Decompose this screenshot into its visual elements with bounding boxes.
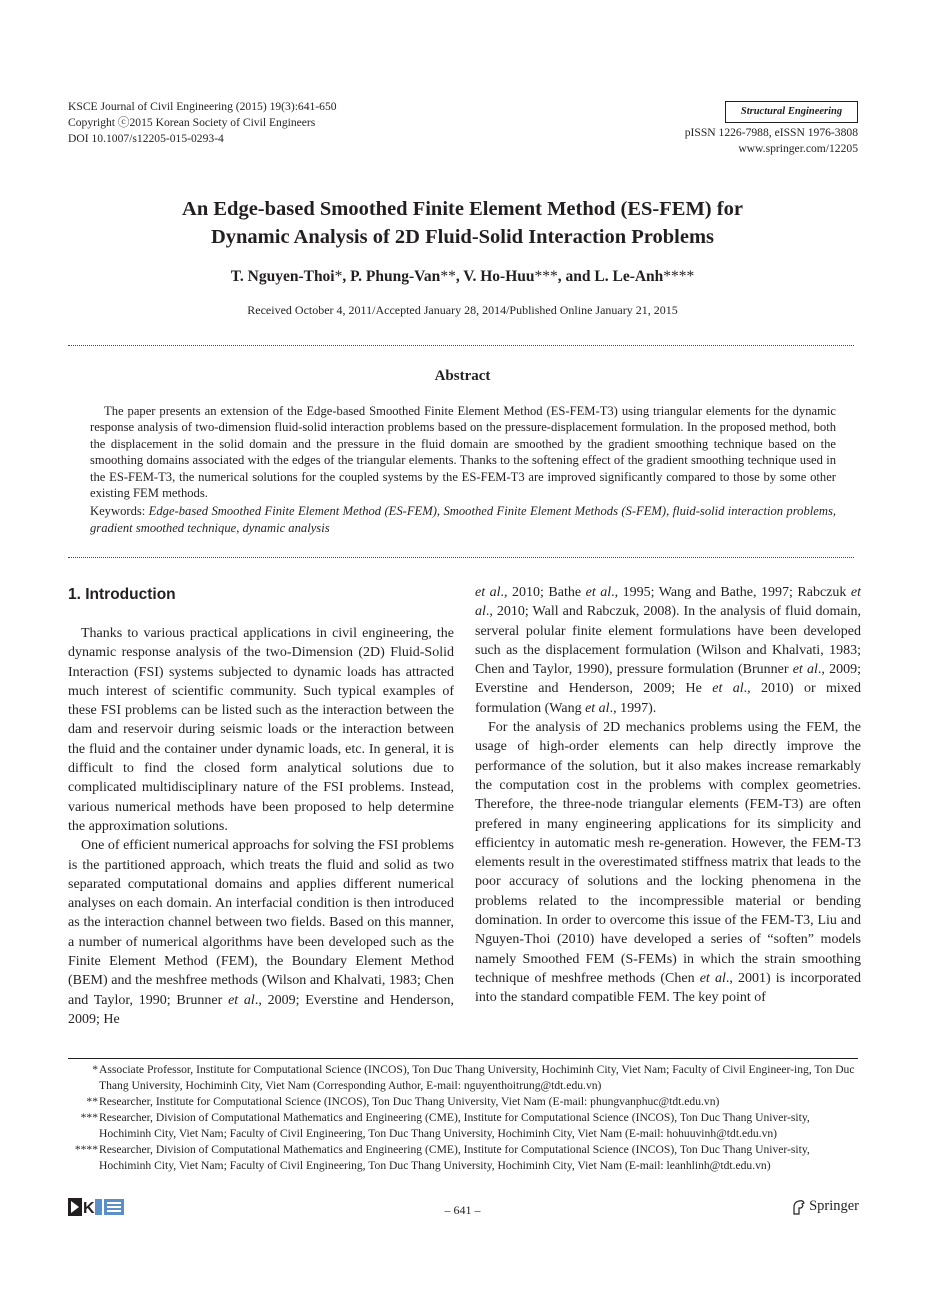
author-1-mark: *: [334, 268, 343, 285]
et-al: et al: [585, 700, 610, 716]
journal-url[interactable]: www.springer.com/12205: [738, 142, 858, 155]
footnote-text: Associate Professor, Institute for Computational Science (INCOS), Ton Duc Thang University, Hochiminh City, Viet Nam; Faculty of Civil Engineer-ing, Ton Duc Thang University, Hochiminh City, Viet Nam (Corresponding Author, E-mail: nguyenthoitrung@tdt.edu.vn): [99, 1063, 855, 1092]
ksce-logo-lettering: K: [83, 1200, 95, 1216]
author-4: L. Le-Anh: [594, 268, 664, 285]
journal-citation: KSCE Journal of Civil Engineering (2015) 19(3):641-650: [68, 100, 337, 113]
author-separator: , and: [557, 268, 595, 285]
right-column: [475, 583, 861, 1008]
divider-bottom: [68, 557, 854, 558]
footnote-rule: [68, 1058, 858, 1059]
abstract-body: The paper presents an extension of the Edge-based Smoothed Finite Element Method (ES-FEM-T3) using triangular elements for the dynamic response analysis of two-dimension fluid-solid interaction problems based on the pressure-displacement formulation. In the proposed method, both the displacement in the solid domain and the pressure in the fluid domain are smoothed by the gradient smoothing technique based on the smoothing domains associated with the edges of the triangular elements. Thanks to the softening effect of the gradient smoothing technique used in the ES-FEM-T3, the numerical solutions for the coupled systems by the ES-FEM-T3 are improved significantly compared to those by some other existing FEM methods.: [90, 404, 836, 501]
issn-line: pISSN 1226-7988, eISSN 1976-3808: [684, 126, 858, 139]
author-3: V. Ho-Huu: [463, 268, 535, 285]
author-3-mark: ***: [534, 268, 558, 285]
et-al: et al: [712, 681, 744, 697]
paragraph-text: ., 2009; Everstine and Henderson, 2009; He: [475, 662, 861, 697]
paragraph-text: ., 2001) is incorporated into the standard compatible FEM. The key point of: [475, 970, 862, 1006]
footnote: [68, 1062, 858, 1094]
title-line-2: Dynamic Analysis of 2D Fluid-Solid Interaction Problems: [210, 226, 715, 248]
springer-logo: [792, 1198, 859, 1215]
footnote: [68, 1094, 858, 1110]
author-separator: ,: [455, 268, 464, 285]
received-dates: Received October 4, 2011/Accepted January 28, 2014/Published Online January 21, 2015: [247, 303, 678, 317]
page-number: – 641 –: [444, 1203, 481, 1217]
et-al: et al: [585, 585, 612, 600]
left-column: [68, 585, 454, 1029]
footnote: [68, 1110, 858, 1142]
doi-line: DOI 10.1007/s12205-015-0293-4: [68, 132, 224, 145]
journal-header-left: [68, 99, 337, 147]
section-label-box: Structural Engineering: [725, 101, 858, 123]
intro-paragraph-3: [475, 718, 861, 1007]
et-al: et al: [475, 585, 862, 620]
keywords-label: Keywords:: [90, 504, 149, 519]
springer-label: Springer: [809, 1198, 859, 1214]
paragraph-text: ., 2009; Everstine and Henderson, 2009; He: [68, 992, 454, 1027]
intro-paragraph-2: [68, 836, 454, 1029]
intro-paragraph-2-continued: [475, 583, 861, 718]
footnote-text: Researcher, Institute for Computational Science (INCOS), Ton Duc Thang University, Viet Nam (E-mail: phungvanphuc@tdt.edu.vn): [99, 1095, 720, 1108]
footnote-mark: ****: [74, 1143, 98, 1156]
author-list: [0, 268, 925, 286]
footnote-mark: **: [86, 1095, 98, 1108]
paragraph-text: ., 2010) or mixed formulation (Wang: [475, 681, 861, 716]
section-heading-introduction: 1. Introduction: [68, 586, 176, 603]
footnote-text: Researcher, Division of Computational Mathematics and Engineering (CME), Institute for Computational Science (INCOS), Ton Duc Thang Univer-sity, Hochiminh City, Viet Nam; Faculty of Civil Engineering, Ton Duc Thang University, Hochiminh City, Viet Nam (E-mail: leanhlinh@tdt.edu.vn): [99, 1143, 810, 1172]
author-1: T. Nguyen-Thoi: [230, 268, 335, 285]
footnotes: [68, 1062, 858, 1174]
et-al: et al: [699, 970, 726, 986]
divider-top: [68, 345, 854, 346]
author-4-mark: ****: [663, 268, 695, 285]
footnote-mark: ***: [80, 1111, 98, 1124]
footnote-mark: *: [92, 1063, 98, 1076]
paper-title: [0, 195, 925, 251]
author-2-mark: **: [440, 268, 456, 285]
intro-paragraph-1: Thanks to various practical applications in civil engineering, the dynamic response analysis of the two-Dimension (2D) Fluid-Solid Interaction (FSI) systems subjected to dynamic loads has attracted much interest of scientific community. Such typical examples of these FSI problems can be listed such as the interaction between the dam and reservoir during seismic loads or the interaction between the fluid and the container under dynamic loads, etc. In general, it is difficult to find the closed form analytical solutions due to complicated multidisciplinary nature of the FSI problems. Instead, various numerical methods have been proposed to help determine the approximation solutions.: [68, 626, 454, 834]
copyright-line: Copyright ⓒ2015 Korean Society of Civil Engineers: [68, 116, 316, 129]
author-2: P. Phung-Van: [350, 268, 441, 285]
footnote: [68, 1142, 858, 1174]
footnote-text: Researcher, Division of Computational Mathematics and Engineering (CME), Institute for Computational Science (INCOS), Ton Duc Thang Univer-sity, Hochiminh City, Viet Nam; Faculty of Civil Engineering, Ton Duc Thang University, Hochiminh City, Viet Nam (E-mail: hohuuvinh@tdt.edu.vn): [99, 1111, 810, 1140]
paragraph-text: ., 2010; Bathe: [500, 585, 586, 600]
abstract-block: [90, 403, 836, 536]
et-al: et al: [228, 992, 255, 1008]
springer-horse-icon: [792, 1199, 806, 1215]
et-al: et al: [475, 585, 501, 600]
journal-header-right: [685, 125, 858, 157]
abstract-heading: Abstract: [434, 368, 491, 384]
paragraph-text: ., 1995; Wang and Bathe, 1997; Rabczuk: [611, 585, 851, 600]
title-line-1: An Edge-based Smoothed Finite Element Method (ES-FEM) for: [182, 198, 743, 220]
keywords-text: Edge-based Smoothed Finite Element Method (ES-FEM), Smoothed Finite Element Methods (S-FEM), fluid-solid interaction problems, gradient smoothed technique, dynamic analysis: [90, 504, 836, 535]
keywords: [90, 503, 836, 536]
paragraph-text: One of efficient numerical approachs for solving the FSI problems is the partitioned approach, which treats the fluid and solid as two separated computational domains and applies different numerical analyses on each domain. An interfacial condition is then introduced as the interaction channel between two fields. Based on this manner, a number of numerical algorithms have been developed such as the Finite Element Method (FEM), the Boundary Element Method (BEM) and the meshfree methods (Wilson and Khalvati, 1983; Chen and Taylor, 1990; Brunner: [68, 838, 454, 1008]
et-al: et al: [792, 662, 818, 678]
paragraph-text: ., 1997).: [609, 700, 657, 716]
paragraph-text: For the analysis of 2D mechanics problems using the FEM, the usage of high-order elements can help directly improve the performance of the solution, but it also makes increase remarkably the computation cost in the problems with complex geometries. Therefore, the three-node triangular elements (FEM-T3) are often prefered in many engineering applications for its simplicity and efficientcy in automatic mesh re-generation. However, the FEM-T3 elements result in the overestimated stiffness matrix that leads to the poor accuracy of solutions and the locking phenomena in the problems related to the incompressible material or bending domination. In order to overcome this issue of the FEM-T3, Liu and Nguyen-Thoi (2010) have developed a series of “soften” models namely Smoothed FEM (S-FEMs) in which the strain smoothing technique of meshfree methods (Chen: [475, 720, 861, 986]
paragraph-text: ., 2010; Wall and Rabczuk, 2008). In the analysis of fluid domain, serveral polular finite element formulations have been developed such as the displacement formulation (Wilson and Khalvati, 1983; Chen and Taylor, 1990), pressure formulation (Brunner: [475, 604, 861, 678]
author-separator: ,: [342, 268, 351, 285]
